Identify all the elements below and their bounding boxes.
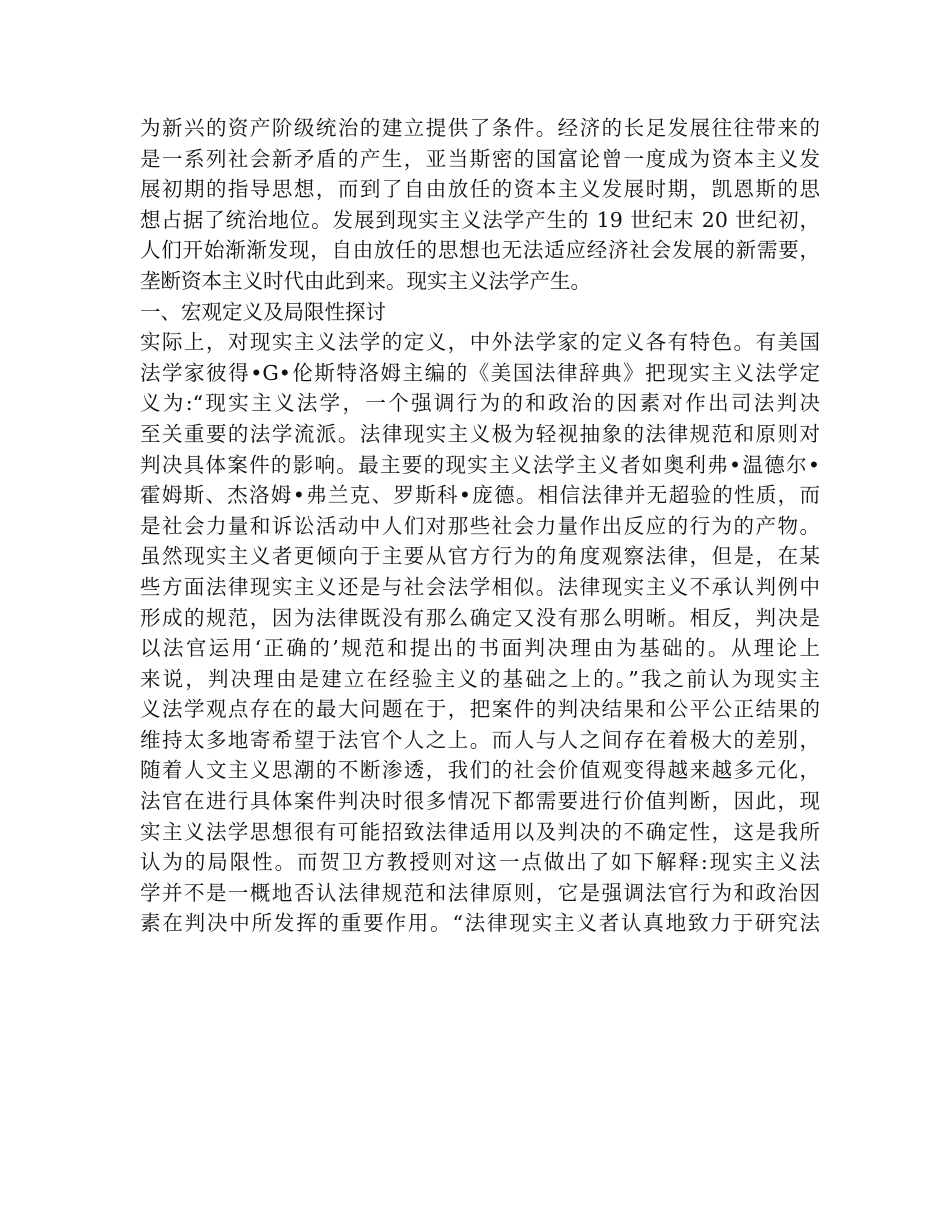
text-line: 人们开始渐渐发现，自由放任的思想也无法适应经济社会发展的新需要，	[140, 238, 820, 263]
text-line: 实际上，对现实主义法学的定义，中外法学家的定义各有特色。有美国	[140, 330, 820, 355]
text-line: 义法学观点存在的最大问题在于，把案件的判决结果和公平公正结果的	[140, 697, 820, 722]
text-line: 义为:“现实主义法学，一个强调行为的和政治的因素对作出司法判决	[140, 391, 820, 416]
text-line: 法官在进行具体案件判决时很多情况下都需要进行价值判断，因此，现	[140, 789, 820, 814]
text-line: 想占据了统治地位。发展到现实主义法学产生的 19 世纪末 20 世纪初，	[140, 207, 820, 232]
text-line: 霍姆斯、杰洛姆•弗兰克、罗斯科•庞德。相信法律并无超验的性质，而	[140, 483, 820, 508]
text-line: 至关重要的法学流派。法律现实主义极为轻视抽象的法律规范和原则对	[140, 421, 820, 446]
text-line: 实主义法学思想很有可能招致法律适用以及判决的不确定性，这是我所	[140, 819, 820, 844]
text-line: 随着人文主义思潮的不断渗透，我们的社会价值观变得越来越多元化，	[140, 758, 820, 783]
text-line: 虽然现实主义者更倾向于主要从官方行为的角度观察法律，但是，在某	[140, 544, 820, 569]
text-line: 以法官运用‘正确的’规范和提出的书面判决理由为基础的。从理论上	[140, 636, 820, 661]
section-heading: 一、宏观定义及局限性探讨	[140, 299, 386, 324]
text-line: 些方面法律现实主义还是与社会法学相似。法律现实主义不承认判例中	[140, 574, 820, 599]
text-line: 垄断资本主义时代由此到来。现实主义法学产生。	[140, 268, 591, 293]
text-line: 学并不是一概地否认法律规范和法律原则，它是强调法官行为和政治因	[140, 880, 820, 905]
text-line: 形成的规范，因为法律既没有那么确定又没有那么明晰。相反，判决是	[140, 605, 820, 630]
text-line: 为新兴的资产阶级统治的建立提供了条件。经济的长足发展往往带来的	[140, 116, 820, 140]
text-line: 是社会力量和诉讼活动中人们对那些社会力量作出反应的行为的产物。	[140, 513, 820, 538]
text-line: 法学家彼得•G•伦斯特洛姆主编的《美国法律辞典》把现实主义法学定	[140, 360, 820, 385]
text-line: 维持太多地寄希望于法官个人之上。而人与人之间存在着极大的差别，	[140, 727, 820, 752]
text-line: 判决具体案件的影响。最主要的现实主义法学主义者如奥利弗•温德尔•	[140, 452, 820, 477]
text-line: 展初期的指导思想，而到了自由放任的资本主义发展时期，凯恩斯的思	[140, 177, 820, 202]
text-line: 素在判决中所发挥的重要作用。“法律现实主义者认真地致力于研究法	[140, 911, 820, 936]
text-line: 是一系列社会新矛盾的产生，亚当斯密的国富论曾一度成为资本主义发	[140, 146, 820, 171]
text-line: 来说，判决理由是建立在经验主义的基础之上的。”我之前认为现实主	[140, 666, 820, 691]
text-line: 认为的局限性。而贺卫方教授则对这一点做出了如下解释:现实主义法	[140, 850, 820, 875]
body-text	[140, 113, 820, 939]
